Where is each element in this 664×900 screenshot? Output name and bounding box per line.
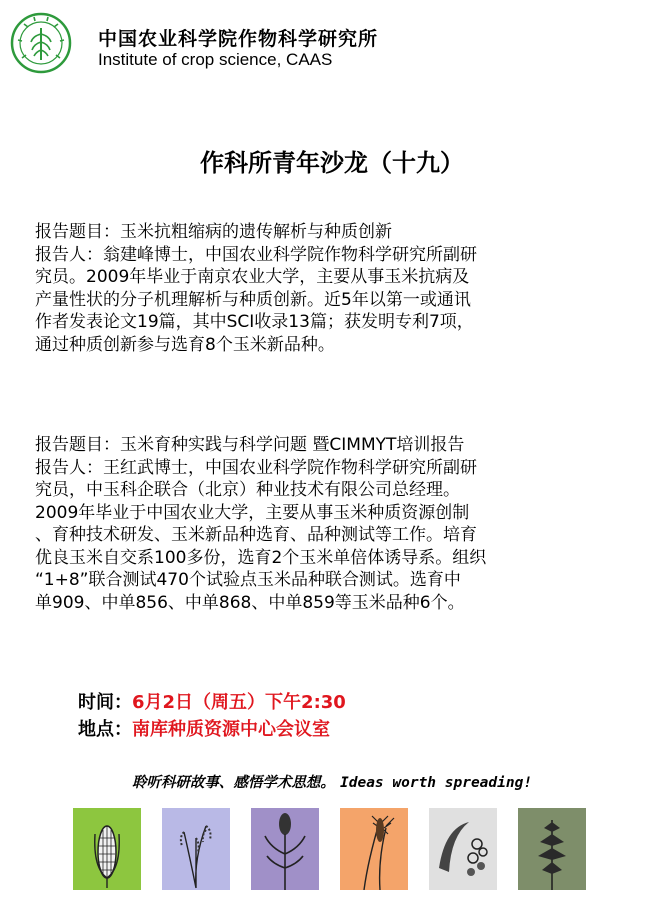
place-value: 南库种质资源中心会议室 [132,719,330,740]
talk-2-line: 报告人：王红武博士，中国农业科学院作物科学研究所副研 [35,457,477,478]
talk-1-line: 报告人：翁建峰博士，中国农业科学院作物科学研究所副研 [35,244,477,265]
talk-1-line: 作者发表论文19篇，其中SCI收录13篇；获发明专利7项， [35,312,474,332]
talk-1-line: 通过种质创新参与选育8个玉米新品种。 [35,334,335,355]
talk-1 [35,221,635,356]
rice-plant-icon [162,808,230,890]
talk-2-line: 、育种技术研发、玉米新品种选育、品种测试等工作。培育 [35,525,477,545]
time-row [78,688,346,714]
quinoa-plant-icon [518,808,586,890]
time-value: 6月2日（周五）下午2:30 [132,692,346,713]
corn-ear-icon [73,808,141,890]
talk-2-line: 单909、中单856、中单868、中单859等玉米品种6个。 [35,592,465,613]
talk-2-line: 2009年毕业于中国农业大学，主要从事玉米种质资源创制 [35,502,470,523]
caas-logo-icon [10,12,72,74]
header [10,12,650,72]
talk-2-line: 优良玉米自交系100多份，选育2个玉米单倍体诱导系。组织 [35,547,487,568]
time-label: 时间： [78,692,132,713]
crop-tiles [73,808,588,890]
place-label: 地点： [78,719,132,740]
talk-2-topic: 报告题目：玉米育种实践与科学问题 暨CIMMYT培训报告 [35,435,465,455]
slogan [0,771,664,792]
talk-2 [35,434,635,614]
institute-name-en: Institute of crop science, CAAS [98,50,333,69]
slogan-cn: 聆听科研故事、感悟学术思想。 [131,774,335,791]
soybean-pod-icon [429,808,497,890]
talk-1-line: 产量性状的分子机理解析与种质创新。近5年以第一或通讯 [35,289,471,310]
sorghum-plant-icon [251,808,319,890]
slogan-en: Ideas worth spreading! [340,775,533,791]
institute-name-cn: 中国农业科学院作物科学研究所 [98,28,379,50]
talk-2-line: “1+8”联合测试470个试验点玉米品种联合测试。选育中 [35,570,461,590]
talk-2-line: 究员，中玉科企联合（北京）种业技术有限公司总经理。 [35,480,460,500]
talk-1-topic: 报告题目：玉米抗粗缩病的遗传解析与种质创新 [35,222,392,242]
place-row [78,715,330,741]
page-title: 作科所青年沙龙（十九） [200,149,464,177]
talk-1-line: 究员。2009年毕业于南京农业大学，主要从事玉米抗病及 [35,267,470,287]
wheat-ear-icon [340,808,408,890]
